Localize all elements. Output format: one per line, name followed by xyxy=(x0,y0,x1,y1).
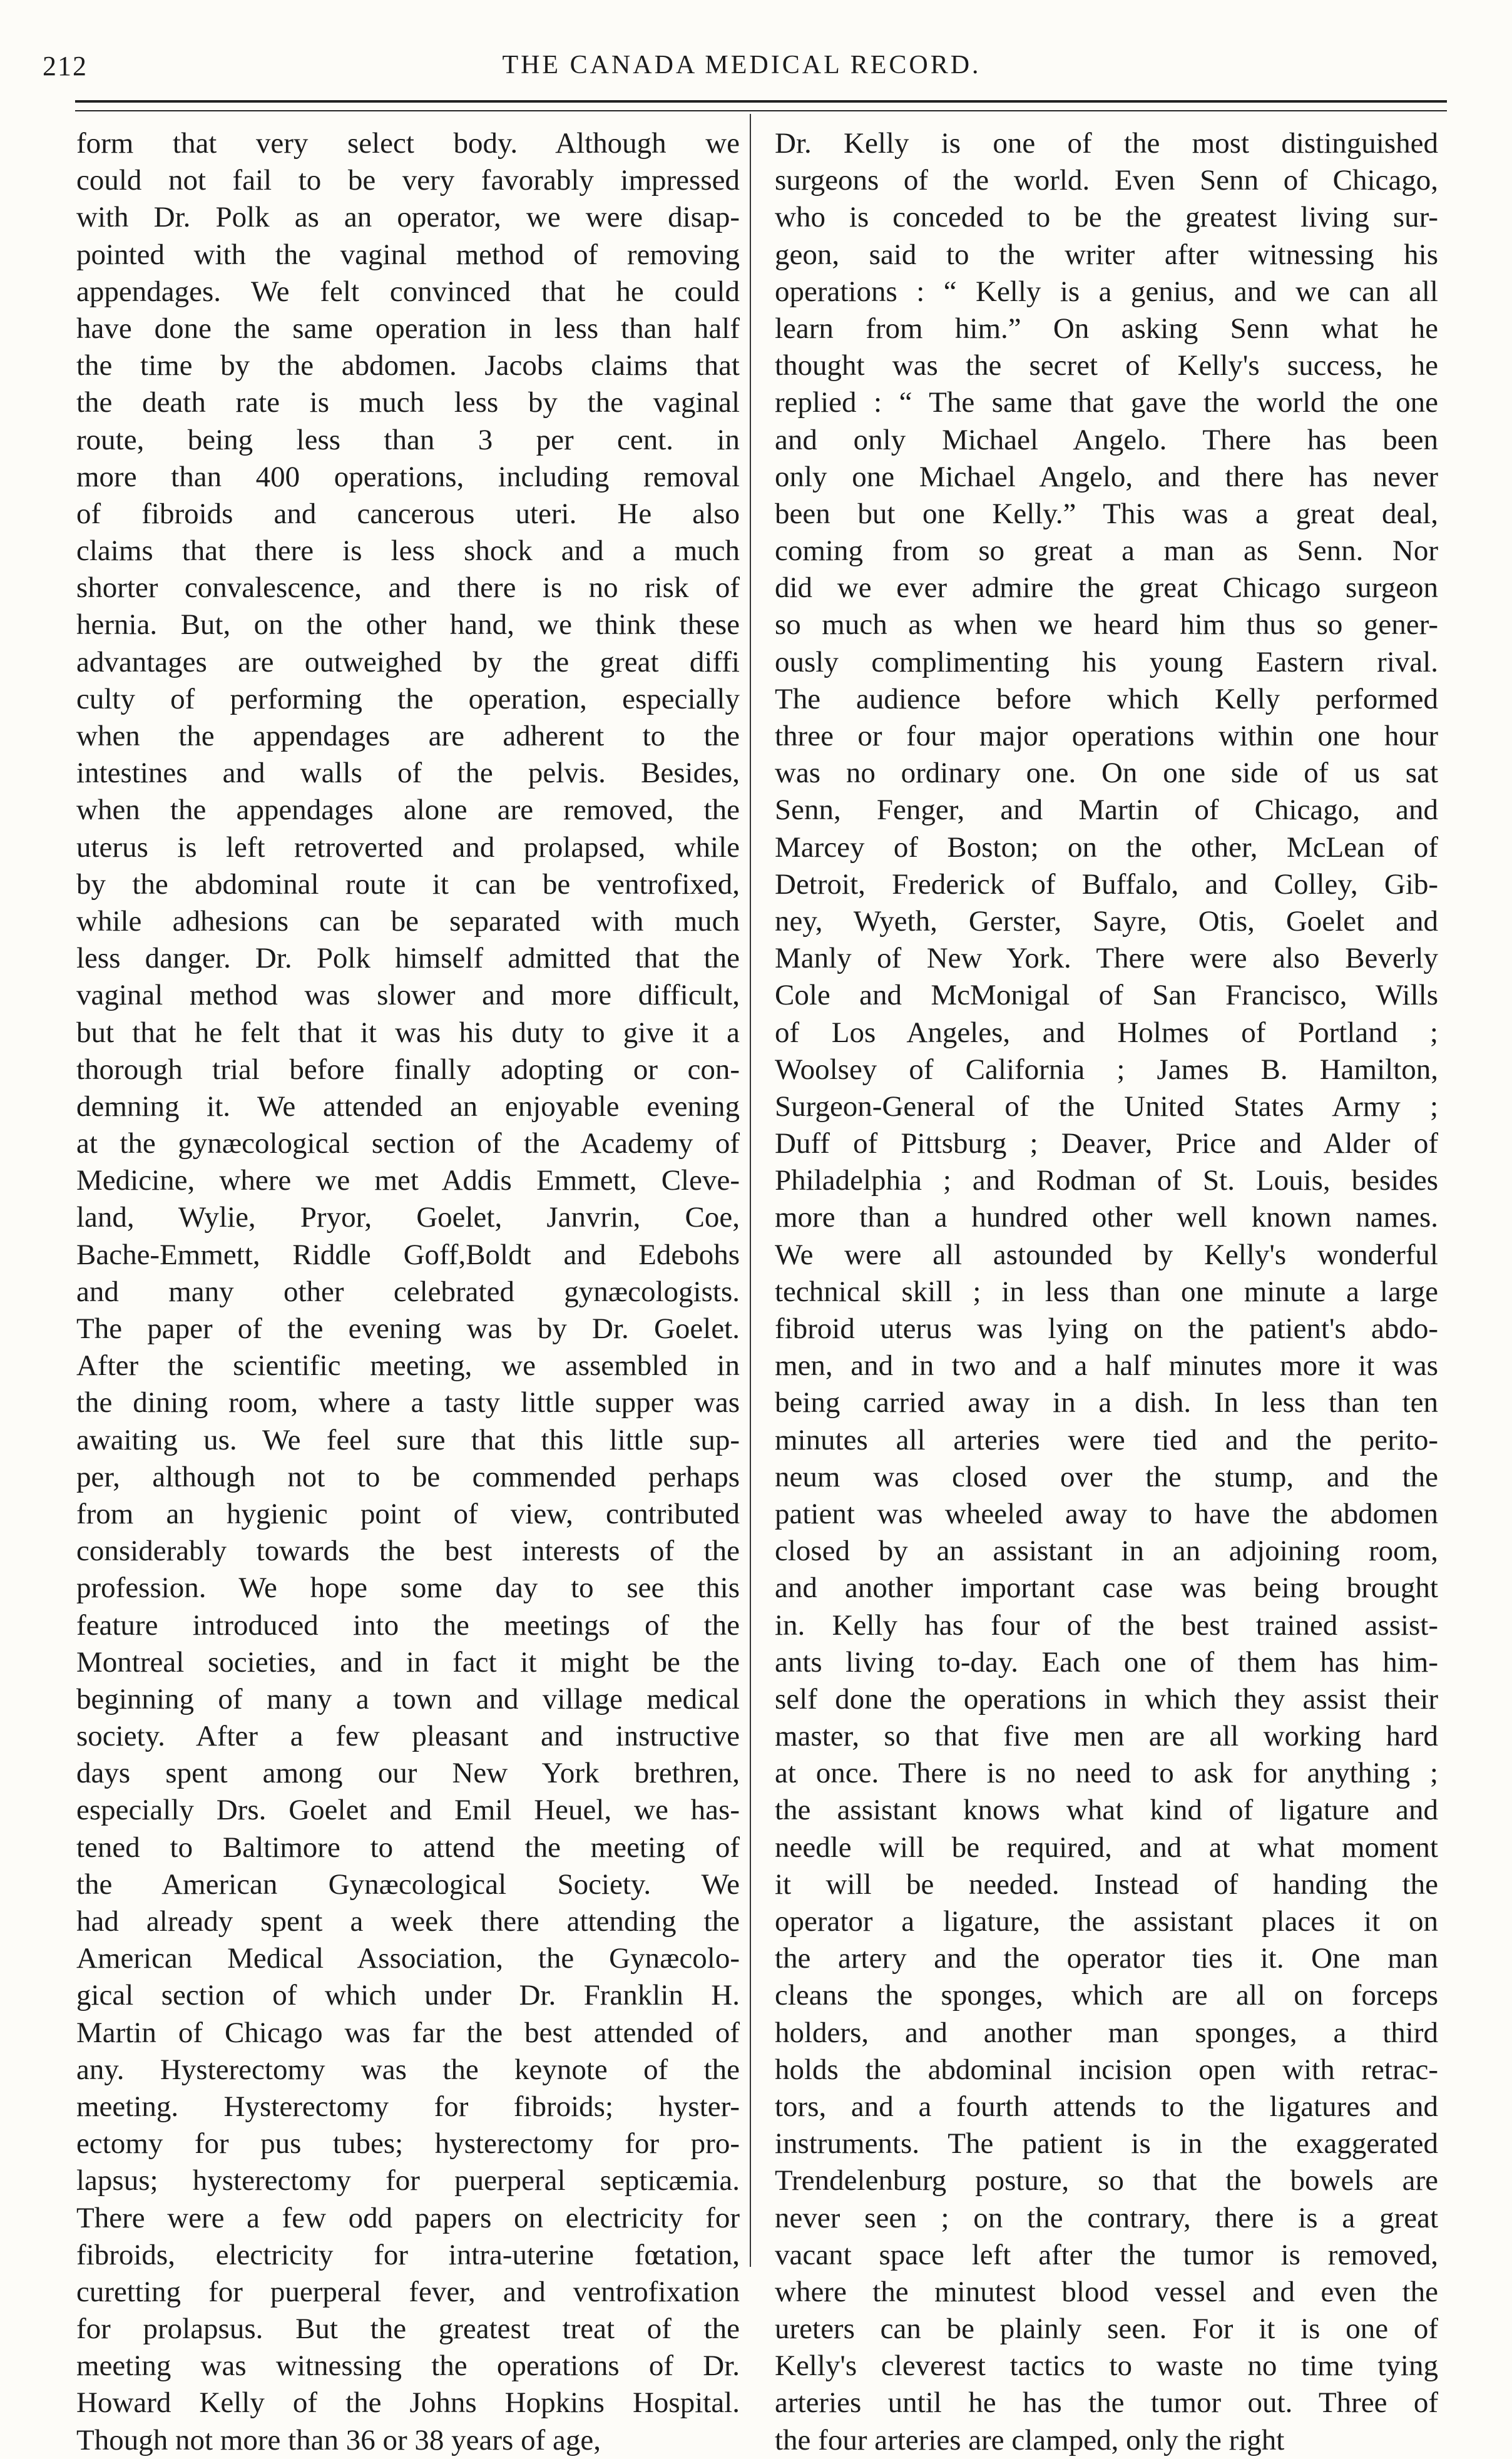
text-line: American Medical Association, the Gynæcolo- xyxy=(76,1942,740,1975)
text-line: Marcey of Boston; on the other, McLean of xyxy=(775,831,1438,864)
text-line: geon, said to the writer after witnessing his xyxy=(775,238,1438,271)
text-line: Woolsey of California ; James B. Hamilton, xyxy=(775,1053,1438,1086)
text-line: land, Wylie, Pryor, Goelet, Janvrin, Coe, xyxy=(76,1201,740,1234)
text-line: when the appendages alone are removed, the xyxy=(76,794,740,827)
text-line: it will be needed. Instead of handing the xyxy=(775,1868,1438,1901)
text-line: less danger. Dr. Polk himself admitted that the xyxy=(76,942,740,975)
text-line: for prolapsus. But the greatest treat of the xyxy=(76,2313,740,2346)
text-line: uterus is left retroverted and prolapsed, while xyxy=(76,831,740,864)
text-line: Cole and McMonigal of San Francisco, Wills xyxy=(775,979,1438,1012)
text-line: We were all astounded by Kelly's wonderful xyxy=(775,1238,1438,1271)
text-line: three or four major operations within one hour xyxy=(775,720,1438,752)
text-line: per, although not to be commended perhaps xyxy=(76,1460,740,1493)
text-line: minutes all arteries were tied and the perito- xyxy=(775,1423,1438,1456)
column-divider xyxy=(750,114,751,2267)
text-line: Medicine, where we met Addis Emmett, Cleve- xyxy=(76,1164,740,1197)
text-line: thought was the secret of Kelly's success, he xyxy=(775,349,1438,382)
text-line: There were a few odd papers on electricity for xyxy=(76,2201,740,2234)
text-line: the American Gynæcological Society. We xyxy=(76,1868,740,1901)
text-line: of Los Angeles, and Holmes of Portland ; xyxy=(775,1016,1438,1049)
page-header xyxy=(38,44,1446,94)
text-line: technical skill ; in less than one minute a large xyxy=(775,1275,1438,1308)
text-line: did we ever admire the great Chicago surgeon xyxy=(775,571,1438,605)
text-line: been but one Kelly.” This was a great deal, xyxy=(775,497,1438,530)
text-line: intestines and walls of the pelvis. Besides, xyxy=(76,757,740,790)
text-line: feature introduced into the meetings of the xyxy=(76,1608,740,1642)
text-line: learn from him.” On asking Senn what he xyxy=(775,312,1438,345)
text-line: appendages. We felt convinced that he could xyxy=(76,275,740,308)
text-line: curetting for puerperal fever, and ventrofixation xyxy=(76,2275,740,2308)
text-line: have done the same operation in less than half xyxy=(76,312,740,345)
text-line: Dr. Kelly is one of the most distinguished xyxy=(775,127,1438,160)
text-line: who is conceded to be the greatest living sur- xyxy=(775,201,1438,234)
text-line: awaiting us. We feel sure that this little sup- xyxy=(76,1423,740,1456)
text-line: lapsus; hysterectomy for puerperal septicæmia. xyxy=(76,2164,740,2197)
text-line: The audience before which Kelly performed xyxy=(775,682,1438,715)
text-line: the death rate is much less by the vaginal xyxy=(76,386,740,419)
text-line: had already spent a week there attending the xyxy=(76,1905,740,1938)
left-text-column xyxy=(76,125,740,2456)
text-line: of fibroids and cancerous uteri. He also xyxy=(76,497,740,530)
text-line: men, and in two and a half minutes more it was xyxy=(775,1349,1438,1383)
text-line: Surgeon-General of the United States Army ; xyxy=(775,1090,1438,1123)
text-line: demning it. We attended an enjoyable evening xyxy=(76,1090,740,1123)
text-line: shorter convalescence, and there is no risk of xyxy=(76,571,740,605)
text-line: thorough trial before finally adopting or con- xyxy=(76,1053,740,1086)
text-line: from an hygienic point of view, contributed xyxy=(76,1497,740,1530)
text-line: never seen ; on the contrary, there is a great xyxy=(775,2201,1438,2234)
text-line: fibroids, electricity for intra-uterine fœtation, xyxy=(76,2238,740,2271)
text-line: the assistant knows what kind of ligature and xyxy=(775,1794,1438,1827)
text-line: Manly of New York. There were also Beverly xyxy=(775,942,1438,975)
text-line: tened to Baltimore to attend the meeting of xyxy=(76,1831,740,1864)
text-line: instruments. The patient is in the exaggerated xyxy=(775,2127,1438,2160)
text-line: only one Michael Angelo, and there has never xyxy=(775,460,1438,493)
text-line: ureters can be plainly seen. For it is one of xyxy=(775,2313,1438,2346)
page-number: 212 xyxy=(43,51,88,81)
text-line: Martin of Chicago was far the best attended of xyxy=(76,2016,740,2049)
header-rule-thick xyxy=(75,100,1447,103)
text-line: when the appendages are adherent to the xyxy=(76,720,740,752)
text-line: but that he felt that it was his duty to give it a xyxy=(76,1016,740,1049)
text-line: Bache-Emmett, Riddle Goff,Boldt and Edebohs xyxy=(76,1238,740,1271)
text-line: vacant space left after the tumor is removed, xyxy=(775,2238,1438,2271)
text-line: closed by an assistant in an adjoining room, xyxy=(775,1535,1438,1568)
text-line: claims that there is less shock and a much xyxy=(76,534,740,568)
text-line: master, so that five men are all working hard xyxy=(775,1720,1438,1753)
text-line: needle will be required, and at what moment xyxy=(775,1831,1438,1864)
text-line: any. Hysterectomy was the keynote of the xyxy=(76,2053,740,2086)
text-line: considerably towards the best interests of the xyxy=(76,1535,740,1568)
text-line: ney, Wyeth, Gerster, Sayre, Otis, Goelet and xyxy=(775,904,1438,938)
text-line: patient was wheeled away to have the abdomen xyxy=(775,1497,1438,1530)
text-line: the artery and the operator ties it. One man xyxy=(775,1942,1438,1975)
text-line: could not fail to be very favorably impressed xyxy=(76,164,740,197)
text-line: meeting. Hysterectomy for fibroids; hyster- xyxy=(76,2090,740,2123)
text-line: Kelly's cleverest tactics to waste no time tying xyxy=(775,2349,1438,2383)
text-line: Though not more than 36 or 38 years of age, xyxy=(76,2423,601,2456)
text-line: advantages are outweighed by the great diffi xyxy=(76,645,740,678)
text-line: tors, and a fourth attends to the ligatures and xyxy=(775,2090,1438,2123)
text-line: beginning of many a town and village medical xyxy=(76,1682,740,1715)
text-line: meeting was witnessing the operations of Dr. xyxy=(76,2349,740,2383)
text-line: ants living to-day. Each one of them has him- xyxy=(775,1645,1438,1679)
text-line: days spent among our New York brethren, xyxy=(76,1757,740,1790)
text-line: form that very select body. Although we xyxy=(76,127,740,160)
text-line: holds the abdominal incision open with retrac- xyxy=(775,2053,1438,2086)
text-line: holders, and another man sponges, a third xyxy=(775,2016,1438,2049)
text-line: Trendelenburg posture, so that the bowels are xyxy=(775,2164,1438,2197)
running-title: THE CANADA MEDICAL RECORD. xyxy=(502,51,981,79)
text-line: and many other celebrated gynæcologists. xyxy=(76,1275,740,1308)
text-line: culty of performing the operation, especially xyxy=(76,682,740,715)
text-line: Montreal societies, and in fact it might be the xyxy=(76,1645,740,1679)
text-line: and another important case was being brought xyxy=(775,1572,1438,1605)
text-line: route, being less than 3 per cent. in xyxy=(76,423,740,456)
text-line: operations : “ Kelly is a genius, and we can all xyxy=(775,275,1438,308)
text-line: and only Michael Angelo. There has been xyxy=(775,423,1438,456)
text-line: at the gynæcological section of the Academy of xyxy=(76,1127,740,1160)
text-line: where the minutest blood vessel and even the xyxy=(775,2275,1438,2308)
text-line: coming from so great a man as Senn. Nor xyxy=(775,534,1438,568)
text-line: profession. We hope some day to see this xyxy=(76,1572,740,1605)
text-line: more than a hundred other well known names. xyxy=(775,1201,1438,1234)
header-rule-thin xyxy=(75,110,1447,111)
text-line: pointed with the vaginal method of removing xyxy=(76,238,740,271)
text-line: fibroid uterus was lying on the patient's abdo- xyxy=(775,1312,1438,1345)
text-line: Senn, Fenger, and Martin of Chicago, and xyxy=(775,794,1438,827)
text-line: After the scientific meeting, we assembled in xyxy=(76,1349,740,1383)
text-line: by the abdominal route it can be ventrofixed, xyxy=(76,867,740,901)
text-line: self done the operations in which they assist their xyxy=(775,1682,1438,1715)
text-line: Duff of Pittsburg ; Deaver, Price and Alder of xyxy=(775,1127,1438,1160)
text-line: ously complimenting his young Eastern rival. xyxy=(775,645,1438,678)
text-line: replied : “ The same that gave the world the one xyxy=(775,386,1438,419)
text-line: being carried away in a dish. In less than ten xyxy=(775,1386,1438,1419)
text-line: Howard Kelly of the Johns Hopkins Hospital. xyxy=(76,2386,740,2420)
text-line: with Dr. Polk as an operator, we were disap- xyxy=(76,201,740,234)
text-line: Philadelphia ; and Rodman of St. Louis, besides xyxy=(775,1164,1438,1197)
text-line: especially Drs. Goelet and Emil Heuel, we has- xyxy=(76,1794,740,1827)
text-line: ectomy for pus tubes; hysterectomy for pro- xyxy=(76,2127,740,2160)
text-line: more than 400 operations, including removal xyxy=(76,460,740,493)
text-line: surgeons of the world. Even Senn of Chicago, xyxy=(775,164,1438,197)
text-line: arteries until he has the tumor out. Three of xyxy=(775,2386,1438,2420)
text-line: neum was closed over the stump, and the xyxy=(775,1460,1438,1493)
right-text-column xyxy=(775,125,1438,2456)
text-line: cleans the sponges, which are all on forceps xyxy=(775,1979,1438,2012)
text-line: at once. There is no need to ask for anything ; xyxy=(775,1757,1438,1790)
text-line: hernia. But, on the other hand, we think these xyxy=(76,608,740,642)
text-line: the four arteries are clamped, only the right xyxy=(775,2423,1285,2456)
text-line: The paper of the evening was by Dr. Goelet. xyxy=(76,1312,740,1345)
text-line: while adhesions can be separated with much xyxy=(76,904,740,938)
text-line: the time by the abdomen. Jacobs claims that xyxy=(76,349,740,382)
text-line: gical section of which under Dr. Franklin H. xyxy=(76,1979,740,2012)
text-line: the dining room, where a tasty little supper was xyxy=(76,1386,740,1419)
text-line: Detroit, Frederick of Buffalo, and Colley, Gib- xyxy=(775,867,1438,901)
text-line: was no ordinary one. On one side of us sat xyxy=(775,757,1438,790)
text-line: operator a ligature, the assistant places it on xyxy=(775,1905,1438,1938)
text-line: vaginal method was slower and more difficult, xyxy=(76,979,740,1012)
text-line: so much as when we heard him thus so gener- xyxy=(775,608,1438,642)
text-line: in. Kelly has four of the best trained assist- xyxy=(775,1608,1438,1642)
text-line: society. After a few pleasant and instructive xyxy=(76,1720,740,1753)
